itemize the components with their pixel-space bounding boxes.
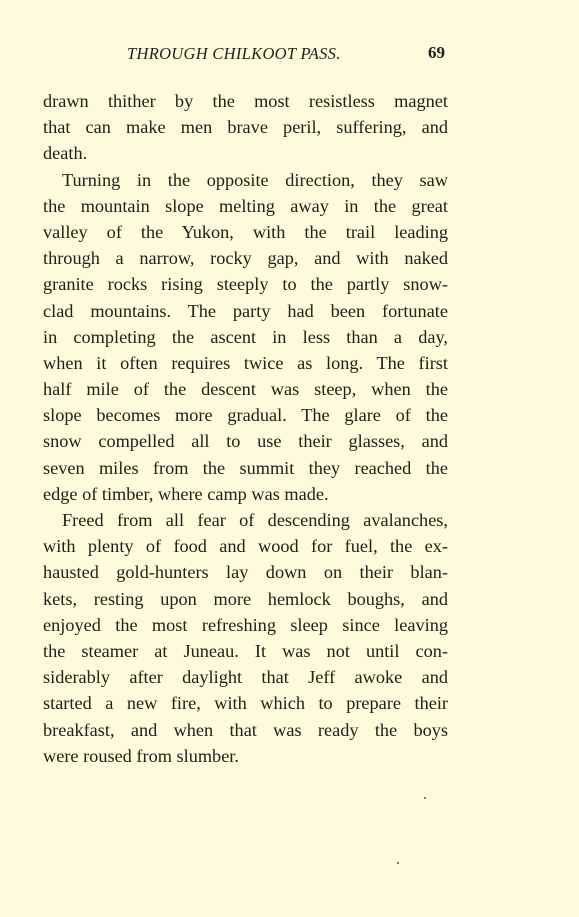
text-line: the steamer at Juneau. It was not until con-	[43, 640, 448, 661]
text-line: breakfast, and when that was ready the boys	[43, 719, 448, 740]
text-line: siderably after daylight that Jeff awoke and	[43, 667, 448, 688]
text-line: were roused from slumber.	[43, 745, 239, 766]
text-line: enjoyed the most refreshing sleep since leaving	[43, 614, 448, 635]
text-line: that can make men brave peril, suffering, and	[43, 117, 448, 138]
text-line: drawn thither by the most resistless magnet	[43, 91, 448, 111]
running-title: THROUGH CHILKOOT PASS.	[127, 44, 341, 63]
text-line: started a new fire, with which to prepare their	[43, 693, 448, 714]
text-line: valley of the Yukon, with the trail leading	[43, 221, 448, 242]
paper-speck	[424, 797, 426, 799]
text-line: kets, resting upon more hemlock boughs, and	[43, 588, 448, 609]
paper-speck	[397, 862, 399, 864]
text-line: the mountain slope melting away in the great	[43, 195, 448, 216]
text-line: half mile of the descent was steep, when the	[43, 379, 448, 400]
paragraph-first-line: Turning in the opposite direction, they saw	[62, 169, 448, 190]
text-line: granite rocks rising steeply to the partly snow-	[43, 274, 448, 295]
page-number: 69	[428, 43, 445, 62]
text-line: hausted gold-hunters lay down on their blan-	[43, 562, 448, 583]
text-line: seven miles from the summit they reached the	[43, 457, 448, 478]
running-head	[0, 44, 579, 68]
body-text	[43, 88, 448, 769]
text-line: with plenty of food and wood for fuel, the ex-	[43, 536, 448, 557]
text-line: when it often requires twice as long. The first	[43, 352, 448, 373]
text-line: slope becomes more gradual. The glare of the	[43, 405, 448, 426]
text-line: through a narrow, rocky gap, and with naked	[43, 248, 448, 269]
text-line: clad mountains. The party had been fortunate	[43, 300, 448, 321]
text-line: death.	[43, 143, 88, 164]
text-line: edge of timber, where camp was made.	[43, 483, 329, 504]
text-line: in completing the ascent in less than a day,	[43, 326, 448, 347]
paragraph-first-line: Freed from all fear of descending avalanches,	[62, 510, 448, 530]
text-line: snow compelled all to use their glasses, and	[43, 431, 448, 452]
